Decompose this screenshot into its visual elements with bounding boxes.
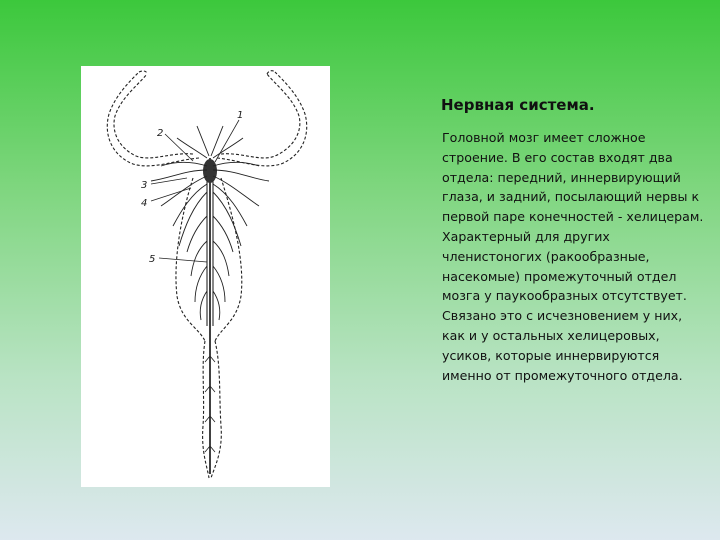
scorpion-nervous-system-drawing <box>81 66 330 487</box>
brain-ganglion <box>203 159 217 183</box>
label-3: 3 <box>141 180 148 191</box>
nervous-system-figure <box>81 66 330 487</box>
label-5: 5 <box>149 254 156 265</box>
slide-title: Нервная система. <box>441 96 595 114</box>
label-1: 1 <box>237 110 244 121</box>
label-2: 2 <box>157 128 164 139</box>
label-4: 4 <box>141 198 148 209</box>
slide-body-text: Головной мозг имеет сложное строение. В его состав входят два отдела: передний, иннервирующий глаза, и задний, посылающий нервы к первой паре конечностей - хелицерам. Характерный для других членистоногих (ракообразные, насекомые) промежуточный отдел мозга у паукообразных отсутствует. Связано это с исчезновением у них, как и у остальных хелицеровых, усиков, которые иннервируются именно от промежуточного отдела. <box>442 130 704 383</box>
